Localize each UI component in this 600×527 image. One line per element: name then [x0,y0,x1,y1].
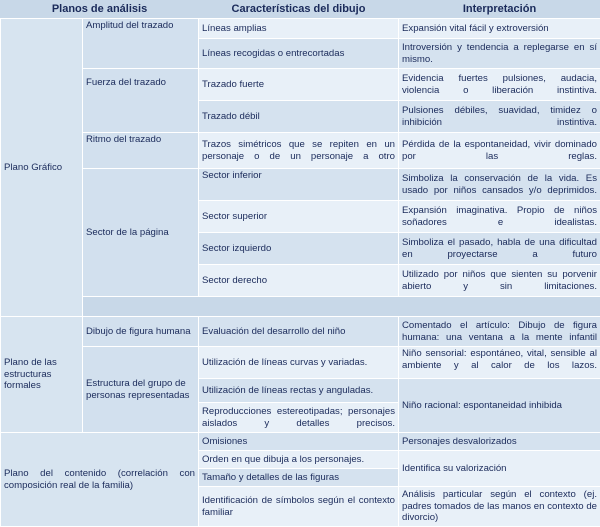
caracteristica-cell: Trazos simétricos que se repiten en un personaje o de un personaje a otro [199,133,399,169]
plano-grafico-label: Plano Gráfico [1,19,83,317]
caracteristica-cell: Trazado fuerte [199,69,399,101]
plano-estructuras-label: Plano de las estructuras formales [1,317,83,433]
table-row [1,317,600,347]
caracteristica-cell: Sector superior [199,201,399,233]
caracteristica-cell: Omisiones [199,433,399,451]
caracteristica-cell: Sector derecho [199,265,399,297]
dibujo-label: Dibujo de figura humana [83,317,199,347]
caracteristica-cell: Reproducciones estereotipadas; personajes aislados y detalles precisos. [199,403,399,433]
interpretacion-cell: Niño racional: espontaneidad inhibida [399,379,600,433]
caracteristica-cell: Sector inferior [199,169,399,201]
caracteristica-cell: Líneas amplias [199,19,399,39]
table-row [1,133,600,169]
interpretacion-cell: Expansión vital fácil y extroversión [399,19,600,39]
header-caracteristicas: Características del dibujo [199,0,399,19]
table-row [1,433,600,451]
interpretacion-cell: Simboliza la conservación de la vida. Es usado por niños cansados y/o deprimidos. [399,169,600,201]
interpretacion-cell: Pérdida de la espontaneidad, vivir dominado por las reglas. [399,133,600,169]
plano-contenido-label: Plano del contenido (correlación con composición real de la familia) [1,433,199,527]
interpretacion-cell: Comentado el artículo: Dibujo de figura humana: una ventana a la mente infantil [399,317,600,347]
header-interpretacion: Interpretación [399,0,600,19]
table-row [1,347,600,379]
interpretacion-cell: Análisis particular según el contexto (ej. padres tomados de las manos en contexto de divorcio) [399,487,600,527]
caracteristica-cell: Tamaño y detalles de las figuras [199,469,399,487]
interpretacion-cell: Identifica su valorización [399,451,600,487]
table-row [1,19,600,39]
caracteristica-cell: Sector izquierdo [199,233,399,265]
caracteristica-cell: Trazado débil [199,101,399,133]
ritmo-label: Ritmo del trazado [83,133,199,169]
interpretacion-cell: Utilizado por niños que sienten su porvenir abierto y sin limitaciones. [399,265,600,297]
interpretacion-cell: Personajes desvalorizados [399,433,600,451]
amplitud-label: Amplitud del trazado [83,19,199,69]
interpretacion-cell: Introversión y tendencia a replegarse en sí mismo. [399,39,600,69]
table-row [1,169,600,201]
interpretacion-cell: Pulsiones débiles, suavidad, timidez o inhibición instintiva. [399,101,600,133]
fuerza-label: Fuerza del trazado [83,69,199,133]
interpretacion-cell: Evidencia fuertes pulsiones, audacia, violencia o liberación instintiva. [399,69,600,101]
caracteristica-cell: Utilización de líneas rectas y anguladas. [199,379,399,403]
caracteristica-cell: Utilización de líneas curvas y variadas. [199,347,399,379]
header-planos: Planos de análisis [1,0,199,19]
caracteristica-cell: Orden en que dibuja a los personajes. [199,451,399,469]
header-row [1,0,600,19]
sector-label: Sector de la página [83,169,199,297]
table-row [1,69,600,101]
caracteristica-cell: Evaluación del desarrollo del niño [199,317,399,347]
interpretacion-cell: Expansión imaginativa. Propio de niños soñadores e idealistas. [399,201,600,233]
estructura-label: Estructura del grupo de personas representadas [83,347,199,433]
interpretacion-cell: Simboliza el pasado, habla de una dificultad en proyectarse a futuro [399,233,600,265]
caracteristica-cell: Identificación de símbolos según el contexto familiar [199,487,399,527]
interpretacion-cell: Niño sensorial: espontáneo, vital, sensible al ambiente y al calor de los lazos. [399,347,600,379]
caracteristica-cell: Líneas recogidas o entrecortadas [199,39,399,69]
spacer-row [1,297,600,317]
